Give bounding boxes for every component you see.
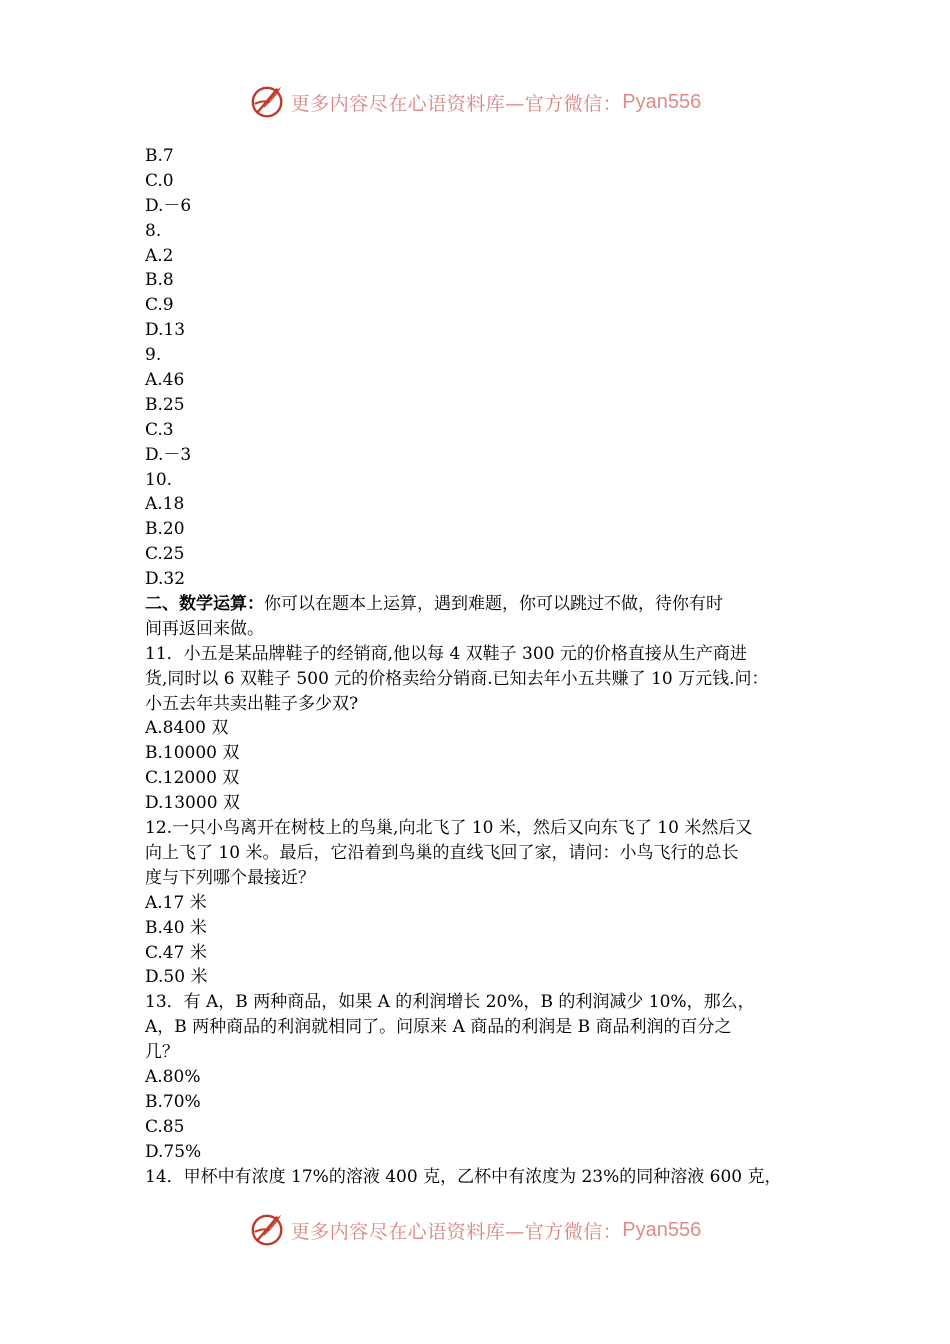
section-intro-text: 你可以在题本上运算，遇到难题，你可以跳过不做，待你有时 (264, 594, 723, 615)
section-intro-cont: 间再返回来做。 (145, 618, 264, 639)
option-c: C.47 米 (145, 942, 207, 963)
option-line: D.32 (145, 569, 186, 590)
option-line: D.13 (145, 320, 186, 341)
document-body (145, 144, 815, 1189)
option-d: D.50 米 (145, 967, 208, 988)
option-line: A.46 (145, 370, 185, 391)
question-text: A，B 两种商品的利润就相同了。问原来 A 商品的利润是 B 商品利润的百分之 (145, 1017, 732, 1038)
option-c: C.12000 双 (145, 768, 240, 789)
option-b: B.70% (145, 1091, 201, 1112)
feather-logo-icon (249, 1211, 287, 1249)
banner-text: 更多内容尽在心语资料库—官方微信： (290, 1220, 623, 1243)
question-text: 13．有 A，B 两种商品，如果 A 的利润增长 20%，B 的利润减少 10%，那么， (145, 992, 755, 1013)
option-line: B.25 (145, 394, 185, 415)
banner-text: 更多内容尽在心语资料库—官方微信： (290, 92, 623, 115)
question-13 (145, 990, 815, 1164)
question-number: 9. (145, 345, 162, 366)
option-b: B.10000 双 (145, 743, 240, 764)
option-line: B.20 (145, 519, 185, 540)
question-text: 向上飞了 10 米。最后，它沿着到鸟巢的直线飞回了家，请问：小鸟飞行的总长 (145, 842, 739, 863)
question-14 (145, 1165, 815, 1190)
option-line: A.18 (145, 494, 185, 515)
section-intro (145, 592, 815, 617)
question-number: 10. (145, 469, 173, 490)
option-line: D.－6 (145, 195, 192, 216)
option-line: C.0 (145, 170, 174, 191)
header-banner (0, 82, 950, 122)
option-line: B.7 (145, 146, 174, 166)
option-c: C.85 (145, 1116, 185, 1137)
question-text: 度与下列哪个最接近？ (145, 867, 315, 888)
feather-logo-icon (249, 83, 287, 121)
question-12 (145, 816, 815, 990)
option-d: D.75% (145, 1141, 202, 1162)
question-11 (145, 642, 815, 816)
option-line: C.9 (145, 295, 174, 316)
banner-handle: Pyan556 (622, 1218, 702, 1241)
footer-banner (0, 1210, 950, 1250)
banner-handle: Pyan556 (622, 90, 702, 113)
question-text: 几？ (145, 1042, 179, 1063)
option-line: C.3 (145, 419, 174, 440)
section-heading: 二、数学运算： (145, 594, 264, 615)
question-text: 货,同时以 6 双鞋子 500 元的价格卖给分销商.已知去年小五共赚了 10 万元钱.问： (145, 668, 769, 689)
question-text: 14．甲杯中有浓度 17%的溶液 400 克，乙杯中有浓度为 23%的同种溶液 600 克， (145, 1166, 782, 1187)
option-line: C.25 (145, 544, 185, 565)
option-a: A.17 米 (145, 892, 207, 913)
option-b: B.40 米 (145, 917, 207, 938)
option-line: D.－3 (145, 444, 192, 465)
question-text: 12.一只小鸟离开在树枝上的鸟巢,向北飞了 10 米，然后又向东飞了 10 米然后又 (145, 818, 753, 839)
option-a: A.8400 双 (145, 718, 229, 739)
option-line: A.2 (145, 245, 174, 266)
question-text: 11．小五是某品牌鞋子的经销商,他以每 4 双鞋子 300 元的价格直接从生产商进 (145, 643, 747, 664)
option-a: A.80% (145, 1066, 201, 1087)
question-number: 8. (145, 220, 162, 241)
option-d: D.13000 双 (145, 793, 240, 814)
option-line: B.8 (145, 270, 174, 291)
question-text: 小五去年共卖出鞋子多少双? (145, 693, 359, 714)
